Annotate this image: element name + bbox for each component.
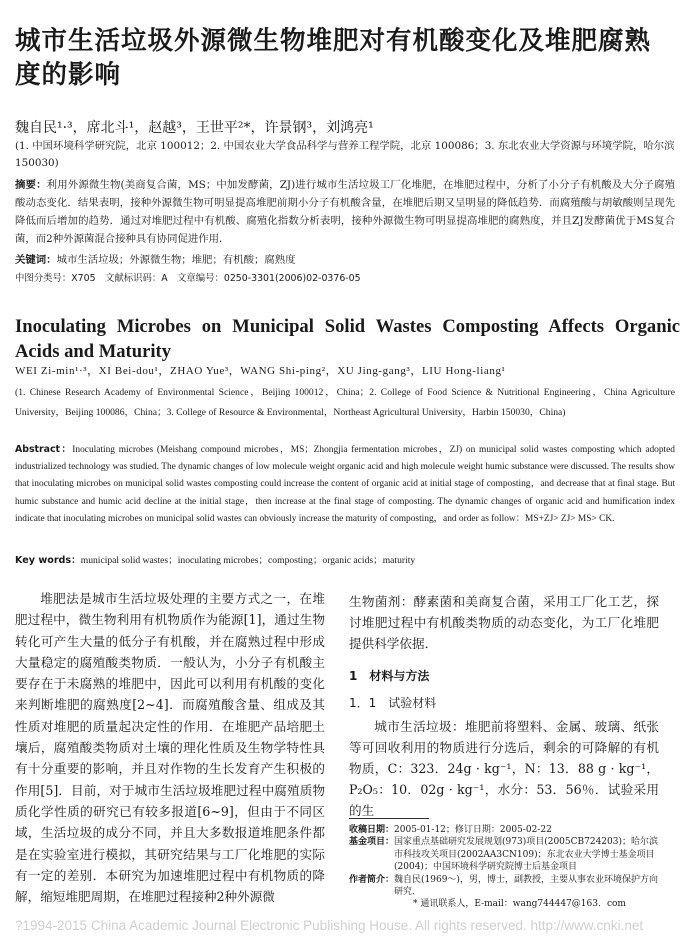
footnote-received [349, 824, 661, 836]
body-paragraph: 生物菌剂：酵素菌和美商复合菌，采用工厂化工艺，探讨堆肥过程中有机酸类物质的动态变化，为工厂化堆肥提供科学依据． [349, 594, 659, 651]
subsection-heading: 1．1 试验材料 [349, 696, 437, 710]
classification-line: 中图分类号：X705 文献标识码：A 文章编号：0250-3301(2006)02-0376-05 [15, 273, 361, 284]
footnote-label: 基金项目： [349, 837, 395, 848]
keywords-chinese-label: 关键词： [15, 254, 57, 266]
body-paragraph: 城市生活垃圾：堆肥前将塑料、金属、玻璃、纸张等可回收利用的物质进行分选后，剩余的可降解的有机物质，C：323．24g · kg⁻¹，N：13．88 g · kg⁻¹，P₂O₅：10．02g · kg⁻¹，水分：53．56％．试验采用的生 [349, 719, 659, 818]
footnotes [349, 824, 661, 911]
abstract-english-label: Abstract： [15, 444, 73, 455]
abstract-chinese [15, 176, 675, 248]
section-heading: 1 材料与方法 [349, 669, 430, 683]
footnote-label: 收稿日期： [349, 825, 395, 835]
abstract-english-text: Inoculating microbes (Meishang compound microbes，MS；Zhongjia fermentation microbes，ZJ) on municipal solid wastes composting which adopted industrialized technology was studied. The dynamic changes of low molecule weight organic acid and high molecule weight humic substance were discussed. The results show that inoculating microbes on municipal solid wastes composting could increase the content of organic acid at initial stage of composting，and decrease that at final stage. But humic substance and humic acid decline at the initial stage，then increase at the final stage of composting. The dynamic changes of organic acid and humification index indicate that inoculating microbes on municipal solid wastes can obviously increase the maturity of composting，and order as follow：MS+ZJ> ZJ> MS> CK. [15, 445, 675, 524]
body-left-column [15, 588, 325, 907]
footnote-text: 2005-01-12；修订日期：2005-02-22 [394, 825, 552, 835]
abstract-english [15, 441, 675, 528]
affiliations-chinese: (1. 中国环境科学研究院，北京 100012；2. 中国农业大学食品科学与营养工程学院，北京 100086；3. 东北农业大学资源与环境学院，哈尔滨 150030) [15, 140, 675, 169]
footnote-corresponding: * 通讯联系人，E-mail：wang744447@163．com [413, 899, 626, 910]
keywords-english-text: municipal solid wastes；inoculating microbes；composting；organic acids；maturity [80, 555, 416, 566]
footnote-fund [349, 836, 661, 873]
footnote-text: 魏自民(1969～)，男，博士，副教授，主要从事农业环境保护方向研究． [394, 874, 658, 898]
title-english-line1: Inoculating Microbes on Municipal Solid Wastes Composting Affects Organic [15, 316, 680, 337]
keywords-chinese [15, 251, 296, 266]
article-title-chinese: 城市生活垃圾外源微生物堆肥对有机酸变化及堆肥腐熟度的影响 [15, 26, 652, 90]
abstract-chinese-label: 摘要： [15, 179, 47, 191]
footnote-divider [349, 818, 429, 819]
body-paragraph: 堆肥法是城市生活垃圾处理的主要方式之一，在堆肥过程中，微生物利用有机物质作为能源[1]，通过生物转化可产生大量的低分子有机酸，并在腐熟过程中形成大量稳定的腐殖酸类物质．一般认为，小分子有机酸主要存在于未腐熟的堆肥中，因此可以利用有机酸的变化来判断堆肥的腐熟度[2~4]．而腐殖酸含量、组成及其性质对堆肥的质量起决定性的作用．在堆肥产品培肥土壤后，腐殖酸类物质对土壤的理化性质及生物学特性具有十分重要的影响，并且对作物的生长发育产生积极的作用[5]．目前，对于城市生活垃圾堆肥过程中腐殖质物质化学性质的研究已有较多报道[6~9]，但由于不同区域，生活垃圾的成分不同，并且大多数报道堆肥条件都是在实验室进行模拟，其研究结果与工厂化堆肥的实际有一定的差别．本研究为加速堆肥过程中有机物质的降解，缩短堆肥周期，在堆肥过程接种2种外源微 [15, 591, 325, 905]
footnote-author [349, 874, 661, 899]
article-title-english [15, 314, 680, 364]
footnote-label: 作者简介： [349, 874, 395, 885]
keywords-english [15, 552, 415, 566]
copyright-watermark: ?1994-2015 China Academic Journal Electronic Publishing House. All rights reserved. http://www.cnki.net [15, 918, 644, 933]
body-right-column [349, 591, 659, 821]
authors-english: WEI Zi-min¹·³，XI Bei-dou¹，ZHAO Yue³，WANG Shi-ping²，XU Jing-gang³，LIU Hong-liang¹ [15, 365, 506, 377]
title-english-line2: Acids and Maturity [15, 341, 171, 362]
footnote-text: 国家重点基础研究发展规划(973)项目(2005CB724203)；哈尔滨市科技攻关项目(2002AA3CN109)；东北农业大学博士基金项目(2004)；中国环境科学研究院博士后基金项目 [394, 837, 659, 873]
authors-chinese: 魏自民¹·³，席北斗¹，赵越³，王世平²*，许景钢³，刘鸿亮¹ [15, 120, 374, 136]
keywords-chinese-text: 城市生活垃圾；外源微生物；堆肥；有机酸；腐熟度 [56, 254, 296, 266]
abstract-chinese-text: 利用外源微生物(美商复合菌，MS；中加发酵菌，ZJ)进行城市生活垃圾工厂化堆肥，在堆肥过程中，分析了小分子有机酸及大分子腐殖酸动态变化．结果表明，接种外源微生物可明显提高堆肥前期小分子有机酸含量，在堆肥后期又呈明显的降低趋势．而腐殖酸与胡敏酸则呈现先降低而后增加的趋势．通过对堆肥过程中有机酸、腐殖化指数分析表明，接种外源微生物可明显提高堆肥的腐熟度，并且ZJ发酵菌优于MS复合菌，而2种外源菌混合接种具有协同促进作用． [15, 179, 676, 245]
affiliations-english: (1. Chinese Research Academy of Environmental Science，Beijing 100012，China；2. College of Food Science & Nutritional Engineering，China Agriculture University，Beijing 100086，China；3. College of Resource & Environmental，Northeast Agricultural University，Harbin 150030，China) [15, 387, 675, 418]
keywords-english-label: Key words： [15, 555, 81, 566]
